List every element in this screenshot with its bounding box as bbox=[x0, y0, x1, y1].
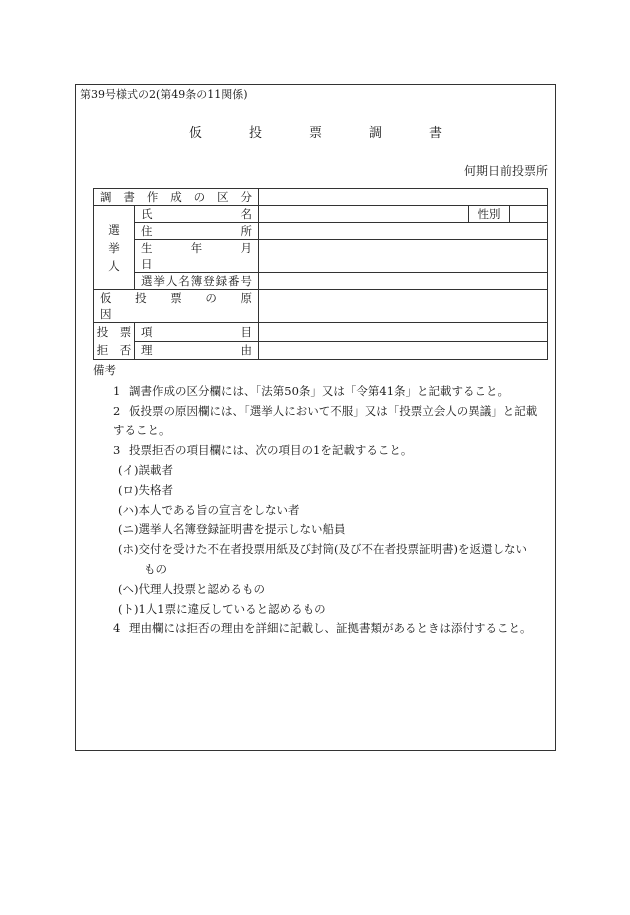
name-value[interactable] bbox=[259, 206, 469, 223]
note-number: 1 bbox=[113, 383, 121, 398]
cause-value[interactable] bbox=[259, 290, 548, 323]
cause-label: 仮 投 票 の 原 因 bbox=[94, 290, 259, 323]
form-number: 第39号様式の2(第49条の11関係) bbox=[80, 88, 248, 101]
note-text: 調書作成の区分欄には、「法第50条」又は「令第41条」と記載すること。 bbox=[129, 383, 510, 398]
row-reason bbox=[94, 341, 548, 360]
note-2-continuation: すること。 bbox=[113, 423, 171, 438]
polling-station: 何期日前投票所 bbox=[463, 164, 548, 178]
birthdate-value[interactable] bbox=[259, 240, 548, 273]
note-4 bbox=[93, 619, 549, 639]
sub-item: (ト)1人1票に違反していると認めるもの bbox=[118, 601, 326, 616]
registry-value[interactable] bbox=[259, 273, 548, 290]
note-number: 4 bbox=[113, 621, 121, 636]
document-title: 仮 投 票 調 書 bbox=[188, 126, 459, 141]
category-value[interactable] bbox=[259, 189, 548, 206]
birthdate-label: 生 年 月 日 bbox=[135, 240, 259, 273]
sub-item: (ロ)失格者 bbox=[118, 482, 173, 497]
sub-item: (ハ)本人である旨の宣言をしない者 bbox=[118, 502, 300, 517]
note-number: 2 bbox=[113, 403, 121, 418]
sub-item: (ヘ)代理人投票と認めるもの bbox=[118, 581, 265, 596]
reason-value[interactable] bbox=[259, 341, 548, 360]
reason-label: 理 由 bbox=[135, 341, 259, 360]
notes-heading: 備考 bbox=[93, 363, 116, 377]
note-text: 理由欄には拒否の理由を詳細に記載し、証拠書類があるときは添付すること。 bbox=[129, 621, 532, 636]
address-label: 住 所 bbox=[135, 223, 259, 240]
voter-group-label: 選 挙 人 bbox=[94, 206, 135, 290]
address-value[interactable] bbox=[259, 223, 548, 240]
registry-label: 選挙人名簿登録番号 bbox=[135, 273, 259, 290]
sub-item: (ホ)交付を受けた不在者投票用紙及び封筒(及び不在者投票証明書)を返還しない bbox=[118, 542, 527, 557]
row-category bbox=[94, 189, 548, 206]
note-text: 投票拒否の項目欄には、次の項目の1を記載すること。 bbox=[129, 443, 413, 458]
note-1 bbox=[93, 382, 549, 402]
form-frame bbox=[75, 84, 556, 751]
row-name bbox=[94, 206, 548, 223]
row-address bbox=[94, 223, 548, 240]
name-label: 氏 名 bbox=[135, 206, 259, 223]
sub-item: (ニ)選挙人名簿登録証明書を提示しない船員 bbox=[118, 522, 346, 537]
note-text: 仮投票の原因欄には、「選挙人において不服」又は「投票立会人の異議」と記載 bbox=[129, 403, 538, 418]
row-item bbox=[94, 323, 548, 342]
refusal-group-label: 投 票 拒 否 bbox=[94, 323, 135, 360]
item-value[interactable] bbox=[259, 323, 548, 342]
row-registry bbox=[94, 273, 548, 290]
note-3 bbox=[93, 441, 549, 461]
gender-value[interactable] bbox=[510, 206, 548, 223]
notes-section bbox=[93, 361, 549, 639]
note-number: 3 bbox=[113, 443, 121, 458]
sub-item-continuation: もの bbox=[144, 561, 167, 576]
record-table bbox=[93, 188, 548, 360]
note-2 bbox=[93, 402, 549, 422]
item-label: 項 目 bbox=[135, 323, 259, 342]
sub-item: (イ)誤載者 bbox=[118, 462, 173, 477]
gender-label: 性別 bbox=[469, 206, 510, 223]
row-birthdate bbox=[94, 240, 548, 273]
category-label: 調 書 作 成 の 区 分 bbox=[94, 189, 259, 206]
row-cause bbox=[94, 290, 548, 323]
